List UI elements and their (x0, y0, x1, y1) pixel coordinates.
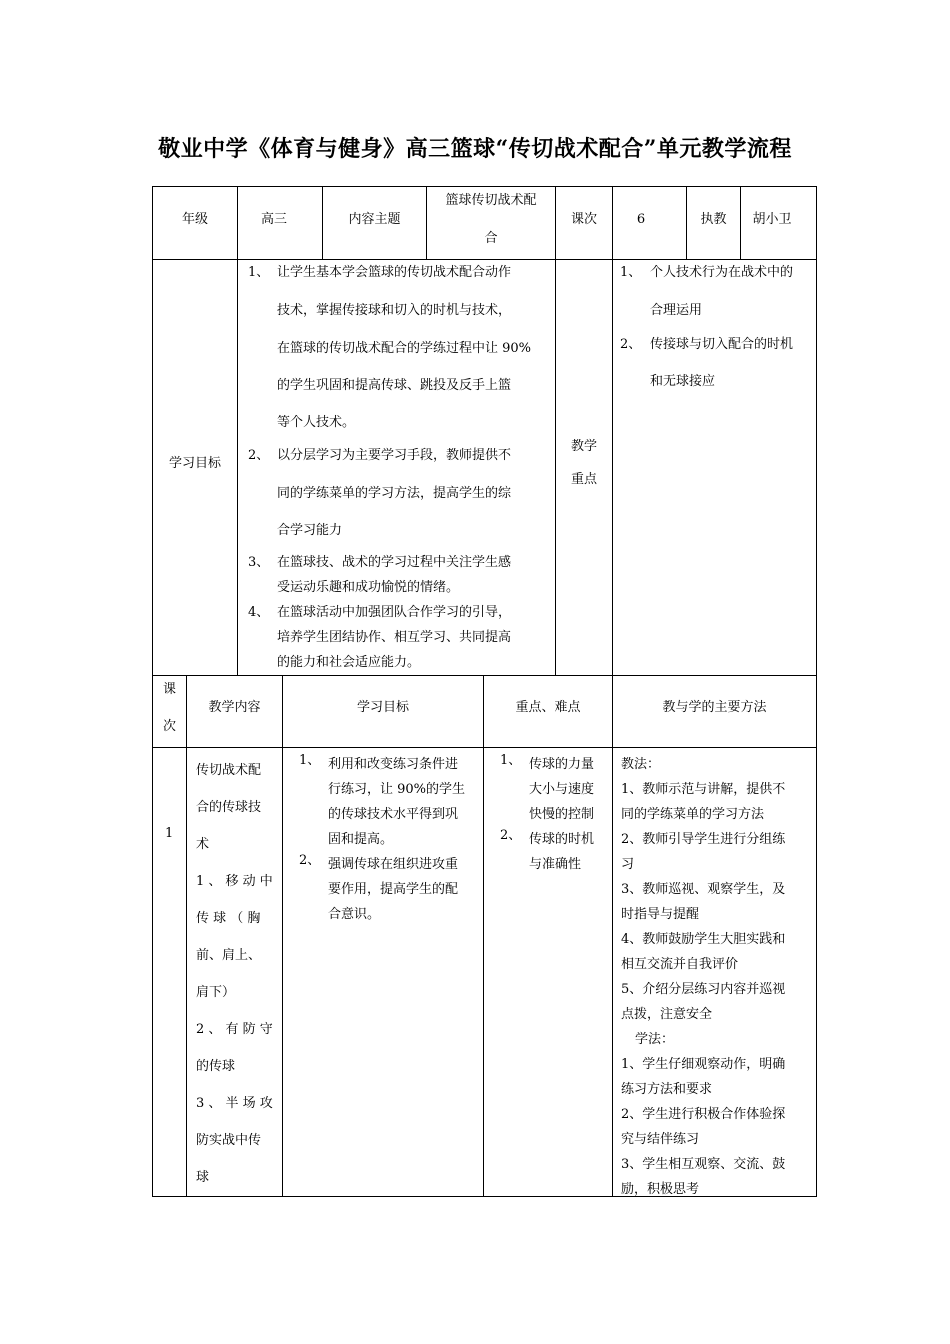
content-line: 球 (196, 1170, 210, 1185)
method-line: 2、教师引导学生进行分组练 (621, 832, 786, 847)
goal-line: 要作用，提高学生的配 (328, 882, 459, 897)
topic-value: 篮球传切战术配 (445, 193, 537, 208)
method-line: 5、介绍分层练习内容并巡视 (621, 982, 786, 997)
key-point-number: 2、 (620, 337, 642, 352)
objective-line: 合学习能力 (277, 523, 343, 538)
difficulty-line: 与准确性 (529, 857, 582, 872)
objective-line: 受运动乐趣和成功愉悦的情绪。 (277, 580, 460, 595)
key-points-label: 教学 (570, 439, 597, 454)
goal-number: 1、 (299, 753, 321, 768)
row-divider (152, 747, 817, 748)
objective-line: 的学生巩固和提高传球、跳投及反手上篮 (277, 378, 512, 393)
teacher-label: 执教 (700, 212, 727, 227)
difficulty-item (529, 752, 594, 827)
objective-line: 在篮球技、战术的学习过程中关注学生感 (277, 555, 512, 570)
content-line: 1 、 移 动 中 (196, 874, 273, 889)
objective-number: 1、 (248, 265, 270, 280)
lesson-count-label: 课次 (570, 212, 597, 227)
key-point-number: 1、 (620, 265, 642, 280)
goal-line: 强调传球在组织进攻重 (328, 857, 459, 872)
content-line: 防实战中传 (196, 1133, 262, 1148)
header-lesson: 次 (162, 719, 176, 734)
header-methods: 教与学的主要方法 (662, 700, 767, 715)
col-divider (282, 675, 283, 1197)
method-line: 3、教师巡视、观察学生，及 (621, 882, 786, 897)
objectives-label: 学习目标 (168, 456, 221, 471)
row-divider (152, 675, 817, 676)
goal-line: 固和提高。 (328, 832, 394, 847)
method-line: 时指导与提醒 (621, 907, 700, 922)
objective-number: 3、 (248, 555, 270, 570)
content-line: 传 球 （ 胸 (196, 911, 261, 926)
topic-value: 合 (484, 231, 498, 246)
content-line: 术 (196, 837, 210, 852)
lesson-count-value: 6 (636, 212, 646, 227)
content-line: 前、肩上、 (196, 948, 262, 963)
grade-value: 高三 (260, 212, 287, 227)
method-line: 1、教师示范与讲解，提供不 (621, 782, 786, 797)
col-divider (237, 259, 238, 675)
goal-line: 行练习，让 90%的学生 (328, 782, 466, 797)
difficulty-line: 传球的力量 (529, 757, 595, 772)
objective-line: 同的学练菜单的学习方法，提高学生的综 (277, 486, 512, 501)
objective-line: 在篮球的传切战术配合的学练过程中让 90% (277, 341, 532, 356)
col-divider (483, 675, 484, 1197)
method-line: 教法： (621, 757, 661, 772)
objective-number: 4、 (248, 605, 270, 620)
key-point-line: 合理运用 (650, 303, 703, 318)
method-line: 点拨，注意安全 (621, 1007, 713, 1022)
method-line: 励，积极思考 (621, 1182, 700, 1197)
content-line: 肩下） (196, 985, 236, 1000)
goal-item (328, 852, 458, 927)
teaching-methods (621, 752, 785, 1202)
header-goals: 学习目标 (356, 700, 409, 715)
difficulty-item (529, 827, 594, 877)
col-divider (612, 259, 613, 675)
header-difficulty: 重点、难点 (515, 700, 581, 715)
key-point-line: 和无球接应 (650, 374, 716, 389)
objective-line: 以分层学习为主要学习手段，教师提供不 (277, 448, 512, 463)
content-line: 合的传球技 (196, 800, 262, 815)
goal-line: 利用和改变练习条件进 (328, 757, 459, 772)
method-line: 4、教师鼓励学生大胆实践和 (621, 932, 786, 947)
goal-number: 2、 (299, 853, 321, 868)
goal-line: 合意识。 (328, 907, 381, 922)
col-divider (612, 675, 613, 1197)
method-line: 同的学练菜单的学习方法 (621, 807, 765, 822)
difficulty-line: 传球的时机 (529, 832, 595, 847)
content-line: 3 、 半 场 攻 (196, 1096, 273, 1111)
method-line: 学法： (635, 1032, 675, 1047)
teaching-content (196, 752, 273, 1196)
goal-item (328, 752, 465, 852)
row-divider (152, 259, 817, 260)
teacher-value: 胡小卫 (752, 212, 792, 227)
page-title: 敬业中学《体育与健身》高三篮球“传切战术配合”单元教学流程 (158, 136, 792, 162)
method-line: 习 (621, 857, 635, 872)
lesson-number: 1 (165, 826, 174, 841)
difficulty-number: 1、 (500, 753, 522, 768)
key-points-label: 重点 (570, 472, 597, 487)
method-line: 练习方法和要求 (621, 1082, 713, 1097)
objective-line: 技术，掌握传接球和切入的时机与技术， (277, 303, 512, 318)
topic-label: 内容主题 (348, 212, 401, 227)
objective-line: 培养学生团结协作、相互学习、共同提高 (277, 630, 512, 645)
key-point-line: 个人技术行为在战术中的 (650, 265, 794, 280)
content-line: 传切战术配 (196, 763, 262, 778)
method-line: 2、学生进行积极合作体验探 (621, 1107, 786, 1122)
objective-line: 的能力和社会适应能力。 (277, 655, 421, 670)
grade-label: 年级 (181, 212, 208, 227)
col-divider (186, 675, 187, 1197)
method-line: 相互交流并自我评价 (621, 957, 739, 972)
method-line: 究与结伴练习 (621, 1132, 700, 1147)
objective-number: 2、 (248, 448, 270, 463)
goal-line: 的传球技术水平得到巩 (328, 807, 459, 822)
col-divider (555, 259, 556, 675)
content-line: 2 、 有 防 守 (196, 1022, 273, 1037)
key-point-line: 传接球与切入配合的时机 (650, 337, 794, 352)
method-line: 1、学生仔细观察动作，明确 (621, 1057, 786, 1072)
method-line: 3、学生相互观察、交流、鼓 (621, 1157, 786, 1172)
objective-line: 在篮球活动中加强团队合作学习的引导， (277, 605, 512, 620)
difficulty-number: 2、 (500, 828, 522, 843)
objective-line: 等个人技术。 (277, 415, 356, 430)
content-line: 的传球 (196, 1059, 236, 1074)
header-content: 教学内容 (208, 700, 261, 715)
difficulty-line: 快慢的控制 (529, 807, 595, 822)
objective-line: 让学生基本学会篮球的传切战术配合动作 (277, 265, 512, 280)
difficulty-line: 大小与速度 (529, 782, 595, 797)
header-lesson: 课 (162, 682, 176, 697)
